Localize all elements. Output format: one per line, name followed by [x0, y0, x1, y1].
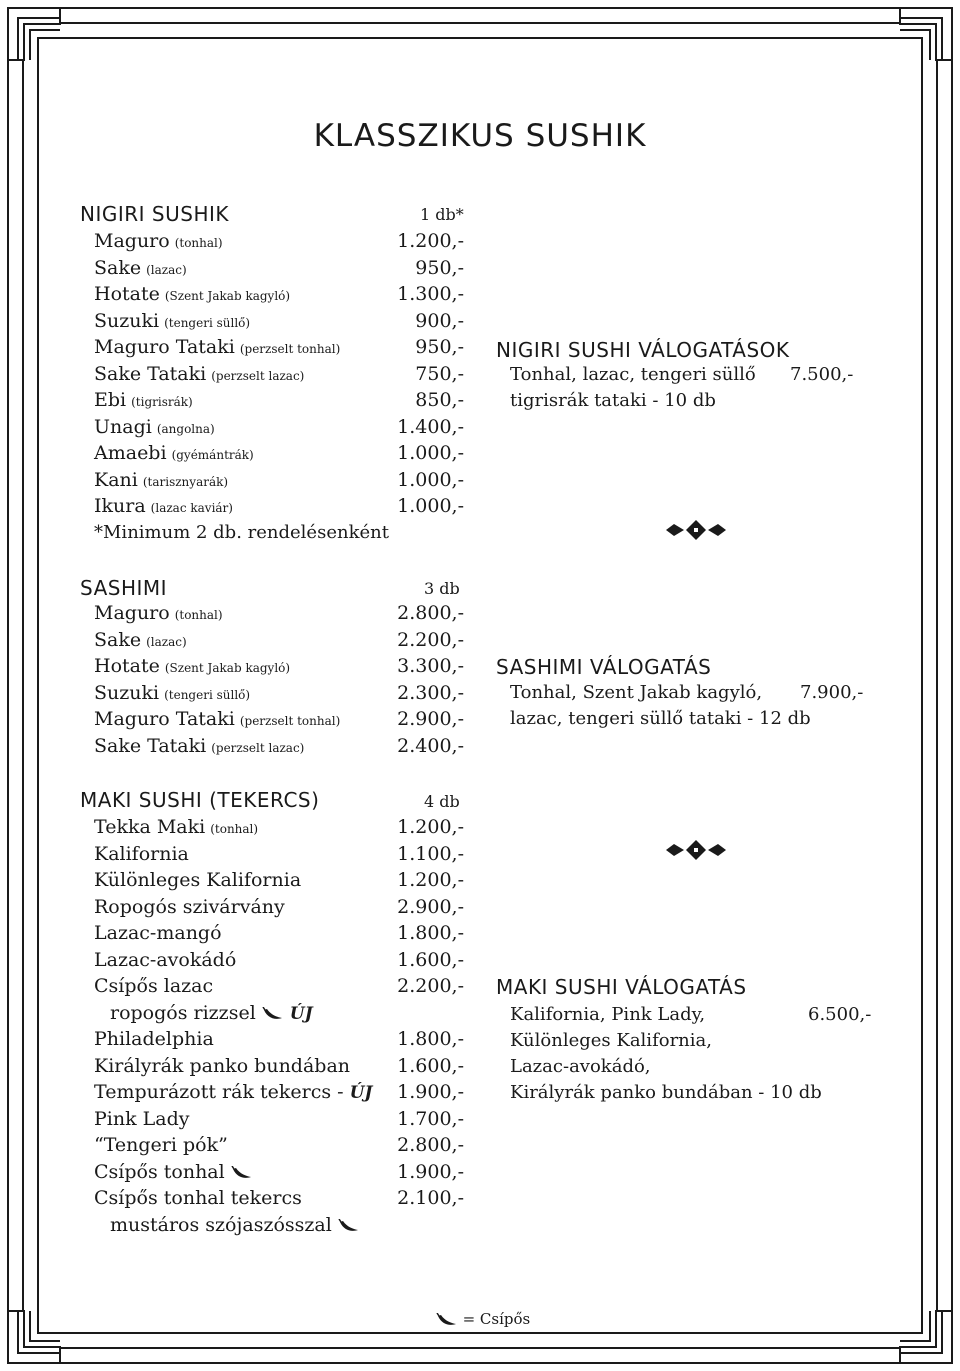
menu-item — [94, 814, 464, 840]
menu-item-name — [94, 1132, 228, 1158]
item-name-text: Philadelphia — [94, 1028, 214, 1050]
menu-item-price: 1.900,- — [397, 1160, 464, 1183]
item-description: (tonhal) — [210, 822, 259, 836]
menu-item-name — [94, 680, 250, 708]
nigiri-note: *Minimum 2 db. rendelésenként — [94, 522, 389, 543]
item-name-text: Királyrák panko bundában — [94, 1054, 351, 1077]
item-name-text: “Tengeri pók” — [94, 1134, 228, 1156]
menu-item — [110, 1212, 464, 1238]
menu-item — [94, 1053, 464, 1079]
menu-item-price: 2.200,- — [397, 628, 464, 651]
item-name-text: Csípős tonhal — [94, 1160, 225, 1183]
menu-item — [94, 255, 464, 281]
menu-item-name — [94, 414, 215, 442]
maki-heading: MAKI SUSHI (TEKERCS) — [80, 788, 320, 812]
menu-item-price: 1.300,- — [397, 283, 464, 305]
menu-item — [94, 841, 464, 867]
maki-set-price: 6.500,- — [808, 1004, 872, 1025]
item-description: (tarisznyarák) — [142, 474, 229, 489]
menu-item-price: 3.300,- — [397, 655, 464, 677]
item-description: (tigrisrák) — [131, 395, 193, 409]
page-title: KLASSZIKUS SUSHIK — [313, 118, 647, 154]
maki-unit: 4 db — [424, 792, 460, 811]
maki-set-heading: MAKI SUSHI VÁLOGATÁS — [496, 975, 747, 999]
menu-item — [94, 680, 464, 706]
menu-item-name — [94, 1079, 372, 1106]
menu-item-price: 2.900,- — [397, 708, 464, 730]
menu-item — [94, 281, 464, 307]
menu-item-name — [94, 973, 213, 999]
maki-set-line4: Királyrák panko bundában - 10 db — [510, 1082, 822, 1103]
menu-item-name — [94, 841, 189, 867]
item-description: (perzselt tonhal) — [239, 342, 341, 356]
item-name-text: Pink Lady — [94, 1107, 190, 1130]
menu-item — [94, 493, 464, 519]
item-name-text: Ikura — [94, 495, 146, 517]
menu-item — [94, 228, 464, 254]
menu-item — [94, 1026, 464, 1052]
menu-item-name — [94, 600, 223, 628]
menu-item-name — [94, 947, 236, 973]
menu-item-price: 900,- — [415, 309, 464, 332]
sashimi-unit: 3 db — [424, 579, 460, 598]
menu-item-name — [94, 361, 304, 389]
new-badge: ÚJ — [289, 1003, 313, 1024]
nigiri-set-line2: tigrisrák tataki - 10 db — [510, 390, 716, 411]
menu-item-price: 2.800,- — [397, 1134, 464, 1156]
item-description: (Szent Jakab kagyló) — [164, 661, 291, 675]
menu-item-price: 1.400,- — [397, 415, 464, 438]
menu-item-name — [110, 1212, 360, 1238]
menu-item-name — [94, 228, 223, 256]
nigiri-set-line1: Tonhal, lazac, tengeri süllő — [510, 364, 756, 385]
menu-item — [94, 653, 464, 679]
maki-set-line2: Különleges Kalifornia, — [510, 1030, 712, 1051]
item-name-text: Sake Tataki — [94, 362, 207, 385]
item-name-text: Csípős tonhal tekercs — [94, 1187, 302, 1209]
menu-item-price: 1.000,- — [397, 468, 464, 491]
menu-item — [94, 733, 464, 759]
item-description: (Szent Jakab kagyló) — [164, 289, 291, 303]
item-name-text: mustáros szójaszósszal — [110, 1213, 332, 1236]
menu-item — [110, 1000, 464, 1026]
menu-item-price: 1.200,- — [397, 230, 464, 252]
chili-icon — [338, 1219, 360, 1233]
item-description: (perzselt lazac) — [211, 368, 305, 383]
menu-item — [94, 600, 464, 626]
menu-item-name — [94, 733, 304, 761]
item-name-text: Sake — [94, 256, 142, 279]
menu-item-price: 1.800,- — [397, 1028, 464, 1050]
maki-set-line3: Lazac-avokádó, — [510, 1056, 651, 1077]
item-name-text: Tekka Maki — [94, 816, 206, 838]
item-name-text: Suzuki — [94, 681, 160, 704]
menu-item — [94, 920, 464, 946]
menu-item — [94, 414, 464, 440]
item-description: (angolna) — [156, 421, 215, 436]
menu-item-name — [94, 467, 228, 495]
nigiri-set-price: 7.500,- — [790, 364, 854, 385]
menu-item — [94, 973, 464, 999]
diamond-ornament-icon — [666, 838, 726, 862]
menu-item-price: 1.000,- — [397, 442, 464, 464]
menu-item-name — [94, 255, 187, 283]
menu-item-name — [94, 1185, 302, 1211]
item-name-text: Tempurázott rák tekercs - — [94, 1081, 344, 1103]
menu-item-price: 1.200,- — [397, 869, 464, 891]
item-name-text: Suzuki — [94, 309, 160, 332]
menu-item-price: 750,- — [415, 362, 464, 385]
menu-item-price: 1.100,- — [397, 842, 464, 865]
item-name-text: Maguro — [94, 602, 170, 624]
menu-item-name — [94, 493, 233, 521]
menu-item — [94, 1079, 464, 1105]
menu-item-price: 2.400,- — [397, 734, 464, 757]
menu-item-price: 1.600,- — [397, 948, 464, 971]
item-name-text: Unagi — [94, 415, 152, 438]
menu-item — [94, 308, 464, 334]
item-name-text: Kalifornia — [94, 842, 189, 865]
menu-item-price: 2.100,- — [397, 1187, 464, 1209]
menu-item-price: 2.800,- — [397, 602, 464, 624]
menu-item — [94, 440, 464, 466]
item-description: (tengeri süllő) — [164, 315, 251, 330]
menu-item-name — [94, 1159, 253, 1185]
item-name-text: Különleges Kalifornia — [94, 869, 302, 891]
menu-item-price: 2.300,- — [397, 681, 464, 704]
item-name-text: Sake — [94, 628, 142, 651]
menu-item — [94, 387, 464, 413]
menu-item-name — [94, 334, 340, 362]
new-badge: ÚJ — [349, 1083, 373, 1103]
sashimi-heading: SASHIMI — [80, 576, 168, 600]
menu-item-price: 2.900,- — [397, 895, 464, 918]
item-description: (perzselt lazac) — [211, 740, 305, 755]
menu-item-name — [94, 1026, 214, 1052]
menu-item-name — [94, 627, 187, 655]
menu-item-name — [94, 308, 250, 336]
menu-item-name — [94, 281, 290, 309]
menu-item — [94, 894, 464, 920]
menu-item-name — [94, 920, 222, 946]
item-name-text: Amaebi — [94, 442, 167, 464]
menu-item — [94, 1132, 464, 1158]
menu-item — [94, 627, 464, 653]
item-name-text: Sake Tataki — [94, 734, 207, 757]
menu-item-name — [110, 1000, 313, 1027]
menu-item-price: 1.900,- — [397, 1081, 464, 1103]
menu-item-price: 950,- — [415, 256, 464, 279]
menu-item-name — [94, 814, 258, 842]
item-name-text: Hotate — [94, 655, 160, 677]
menu-item — [94, 706, 464, 732]
menu-item-price: 1.800,- — [397, 922, 464, 944]
menu-item — [94, 361, 464, 387]
item-name-text: ropogós rizzsel — [110, 1001, 256, 1024]
item-name-text: Lazac-mangó — [94, 922, 222, 944]
menu-item — [94, 947, 464, 973]
item-name-text: Hotate — [94, 283, 160, 305]
menu-item — [94, 1159, 464, 1185]
nigiri-heading: NIGIRI SUSHIK — [80, 202, 229, 226]
item-name-text: Ropogós szivárvány — [94, 895, 285, 918]
menu-item — [94, 1106, 464, 1132]
item-name-text: Maguro Tataki — [94, 336, 235, 358]
chili-icon — [436, 1313, 458, 1327]
item-description: (tengeri süllő) — [164, 687, 251, 702]
sashimi-set-line2: lazac, tengeri süllő tataki - 12 db — [510, 708, 811, 729]
item-description: (perzselt tonhal) — [239, 714, 341, 728]
menu-item-price: 1.700,- — [397, 1107, 464, 1130]
item-name-text: Lazac-avokádó — [94, 948, 237, 971]
item-name-text: Maguro — [94, 230, 170, 252]
menu-item-price: 850,- — [415, 389, 464, 411]
menu-item-name — [94, 1106, 190, 1132]
menu-item — [94, 867, 464, 893]
maki-set-line1: Kalifornia, Pink Lady, — [510, 1004, 706, 1025]
item-description: (gyémántrák) — [171, 448, 254, 462]
menu-item-price: 950,- — [415, 336, 464, 358]
legend — [0, 1310, 960, 1328]
menu-item-name — [94, 894, 285, 920]
menu-item-name — [94, 706, 340, 734]
item-description: (lazac) — [146, 262, 187, 277]
menu-item-name — [94, 440, 254, 468]
item-name-text: Ebi — [94, 389, 127, 411]
item-description: (lazac kaviár) — [150, 501, 233, 515]
nigiri-set-heading: NIGIRI SUSHI VÁLOGATÁSOK — [496, 338, 790, 362]
item-name-text: Maguro Tataki — [94, 708, 235, 730]
legend-text: = Csípős — [462, 1310, 531, 1328]
diamond-ornament-icon — [666, 518, 726, 542]
menu-item-price: 2.200,- — [397, 975, 464, 997]
menu-item — [94, 334, 464, 360]
menu-item-name — [94, 1053, 350, 1079]
menu-item-name — [94, 653, 290, 681]
nigiri-unit: 1 db* — [420, 205, 464, 224]
menu-item-price: 1.200,- — [397, 816, 464, 838]
item-description: (tonhal) — [174, 608, 223, 622]
chili-icon — [231, 1166, 253, 1180]
menu-item-price: 1.000,- — [397, 495, 464, 517]
sashimi-set-price: 7.900,- — [800, 682, 864, 703]
item-description: (lazac) — [146, 634, 187, 649]
sashimi-set-heading: SASHIMI VÁLOGATÁS — [496, 655, 712, 679]
item-name-text: Kani — [94, 468, 138, 491]
menu-item-name — [94, 867, 301, 893]
chili-icon — [262, 1007, 284, 1021]
item-description: (tonhal) — [174, 236, 223, 250]
item-name-text: Csípős lazac — [94, 975, 214, 997]
menu-item-price: 1.600,- — [397, 1054, 464, 1077]
sashimi-set-line1: Tonhal, Szent Jakab kagyló, — [510, 682, 763, 703]
menu-item — [94, 1185, 464, 1211]
menu-item-name — [94, 387, 193, 415]
menu-item — [94, 467, 464, 493]
